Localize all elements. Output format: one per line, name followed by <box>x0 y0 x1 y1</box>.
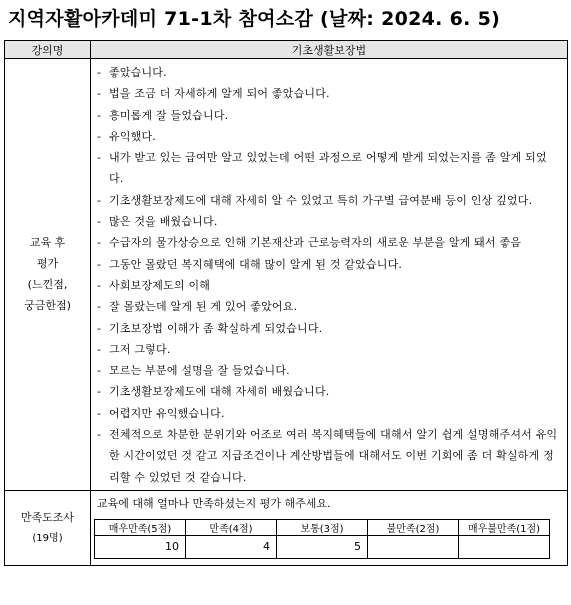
satisfaction-value: 5 <box>277 535 368 558</box>
feedback-list <box>91 59 567 490</box>
satisfaction-value <box>459 535 550 558</box>
header-course-name: 기초생활보장법 <box>91 41 568 59</box>
feedback-item: - 그동안 몰랐던 복지혜택에 대해 많이 알게 된 것 같았습니다. <box>97 254 561 275</box>
feedback-item: - 전체적으로 차분한 분위기와 어조로 여러 복지혜택들에 대해서 알기 쉽게 설명해주셔서 유익한 시간이었던 것 같고 지급조건이나 계산방법들에 대해서도 이번 기회에 좀 더 확실하게 정리할 수 있었던 것 같습니다. <box>97 424 561 488</box>
feedback-item: - 어렵지만 유익했습니다. <box>97 403 561 424</box>
satisfaction-table <box>94 519 550 559</box>
feedback-item: - 기초생활보장제도에 대해 자세히 배웠습니다. <box>97 381 561 402</box>
satisfaction-header-row <box>95 519 550 535</box>
evaluation-label-line: 평가 <box>36 257 59 271</box>
satisfaction-values-row <box>95 535 550 558</box>
satisfaction-column: 만족(4점) <box>186 519 277 535</box>
satisfaction-row <box>5 490 568 565</box>
feedback-item: - 사회보장제도의 이해 <box>97 275 561 296</box>
satisfaction-question: 교육에 대해 얼마나 만족하셨는지 평가 해주세요. <box>97 496 331 510</box>
evaluation-label-line: (느낀점, <box>27 278 68 292</box>
evaluation-row <box>5 59 568 491</box>
evaluation-label <box>5 59 91 491</box>
evaluation-content <box>91 59 568 491</box>
feedback-item: - 수급자의 물가상승으로 인해 기본재산과 근로능력자의 새로운 부분을 알게 돼서 좋음 <box>97 232 561 253</box>
satisfaction-column: 보통(3점) <box>277 519 368 535</box>
feedback-item: - 좋았습니다. <box>97 62 561 83</box>
feedback-item: - 유익했다. <box>97 126 561 147</box>
feedback-item: - 그저 그렇다. <box>97 339 561 360</box>
page-title: 지역자활아카데미 71-1차 참여소감 (날짜: 2024. 6. 5) <box>8 8 501 30</box>
satisfaction-value: 10 <box>95 535 186 558</box>
feedback-table <box>4 40 568 566</box>
evaluation-label-line: 궁금한점) <box>24 299 71 313</box>
header-course-label: 강의명 <box>5 41 91 59</box>
feedback-item: - 법을 조금 더 자세하게 알게 되어 좋았습니다. <box>97 83 561 104</box>
feedback-item: - 많은 것을 배웠습니다. <box>97 211 561 232</box>
satisfaction-column: 매우만족(5점) <box>95 519 186 535</box>
feedback-item: - 내가 받고 있는 급여만 알고 있었는데 어떤 과정으로 어떻게 받게 되었는지를 좀 알게 되었다. <box>97 147 561 190</box>
feedback-item: - 잘 몰랐는데 알게 된 게 있어 좋았어요. <box>97 296 561 317</box>
satisfaction-content <box>91 490 568 565</box>
satisfaction-value: 4 <box>186 535 277 558</box>
header-row <box>5 41 568 59</box>
satisfaction-column: 불만족(2점) <box>368 519 459 535</box>
satisfaction-title: 만족도조사 <box>20 510 75 524</box>
feedback-item: - 모르는 부분에 설명을 잘 들었습니다. <box>97 360 561 381</box>
satisfaction-label <box>5 490 91 565</box>
feedback-item: - 기초보장법 이해가 좀 확실하게 되었습니다. <box>97 318 561 339</box>
respondent-count: (19명) <box>32 532 63 544</box>
feedback-item: - 기초생활보장제도에 대해 자세히 알 수 있었고 특히 가구별 급여분배 등이 인상 깊었다. <box>97 190 561 211</box>
evaluation-label-line: 교육 후 <box>29 236 66 250</box>
satisfaction-column: 매우불만족(1점) <box>459 519 550 535</box>
satisfaction-value <box>368 535 459 558</box>
feedback-item: - 흥미롭게 잘 들었습니다. <box>97 105 561 126</box>
